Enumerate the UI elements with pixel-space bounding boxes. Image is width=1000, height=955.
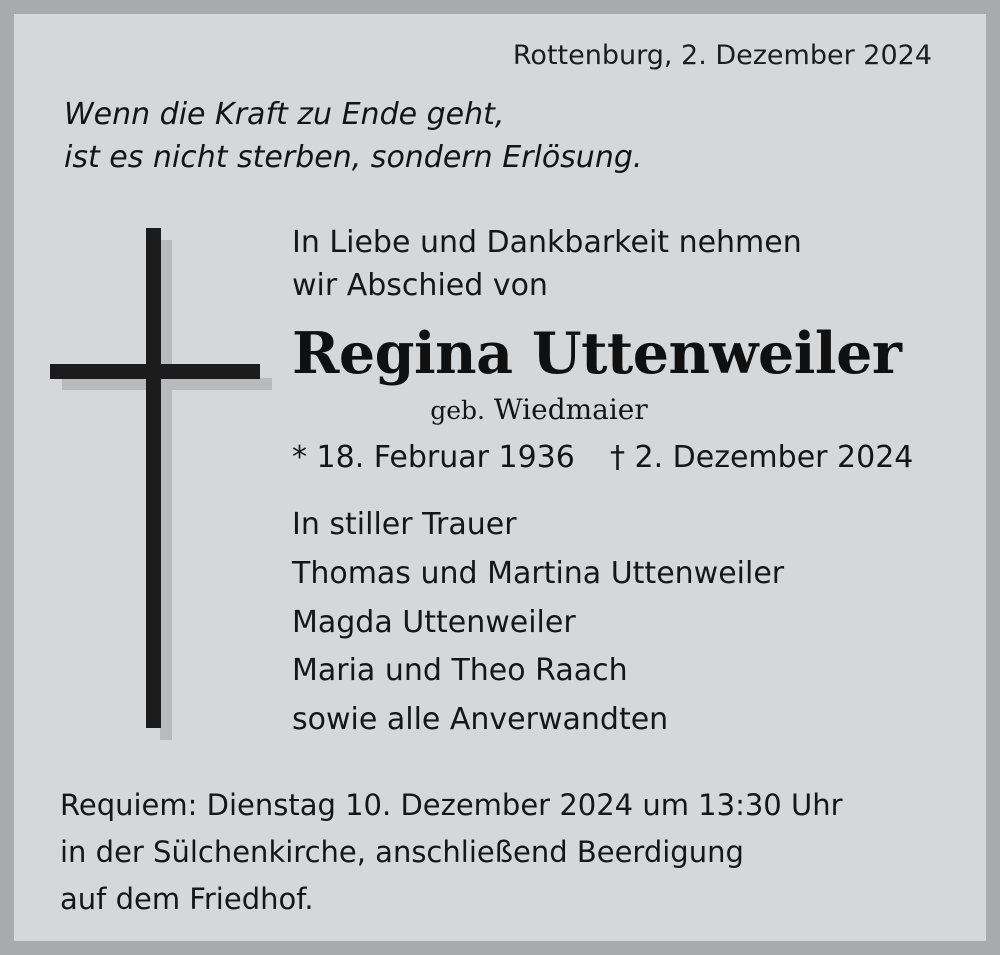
birth-date: 18. Februar 1936 bbox=[316, 439, 575, 475]
mourner-line: Thomas und Martina Uttenweiler bbox=[292, 555, 785, 591]
main-text-column bbox=[292, 222, 946, 745]
memorial-verse bbox=[60, 94, 940, 179]
intro-line-1: In Liebe und Dankbarkeit nehmen bbox=[292, 225, 802, 260]
deceased-name: Regina Uttenweiler bbox=[292, 320, 902, 388]
cross-shadow-horizontal bbox=[62, 378, 272, 390]
service-line-2: in der Sülchenkirche, anschließend Beerdigung bbox=[60, 834, 744, 869]
cross-vertical-bar bbox=[146, 228, 161, 728]
mourners-block bbox=[292, 501, 946, 745]
verse-line-1: Wenn die Kraft zu Ende geht, bbox=[64, 97, 505, 133]
life-dates bbox=[292, 440, 946, 475]
intro-line-2: wir Abschied von bbox=[292, 267, 548, 303]
cross-shadow-vertical bbox=[160, 240, 172, 740]
service-details bbox=[60, 782, 946, 923]
death-date: 2. Dezember 2024 bbox=[634, 439, 914, 475]
maiden-name: Wiedmaier bbox=[493, 392, 648, 426]
cross-horizontal-bar bbox=[50, 364, 260, 379]
place-and-date: Rottenburg, 2. Dezember 2024 bbox=[512, 40, 932, 71]
notice-content bbox=[14, 14, 986, 941]
mourner-line: Magda Uttenweiler bbox=[292, 604, 576, 640]
verse-line-2: ist es nicht sterben, sondern Erlösung. bbox=[64, 139, 643, 175]
maiden-prefix: geb. bbox=[430, 395, 485, 425]
maiden-name-line bbox=[292, 393, 946, 426]
mourners-heading: In stiller Trauer bbox=[292, 506, 517, 542]
mourner-line: sowie alle Anverwandten bbox=[292, 702, 669, 738]
mourner-line: Maria und Theo Raach bbox=[292, 653, 628, 689]
cross-icon bbox=[50, 228, 280, 758]
service-line-1: Requiem: Dienstag 10. Dezember 2024 um 13:30 Uhr bbox=[60, 788, 843, 822]
intro-text bbox=[292, 222, 946, 307]
service-line-3: auf dem Friedhof. bbox=[60, 881, 314, 916]
birth-symbol: * bbox=[292, 439, 307, 475]
death-symbol: † bbox=[609, 439, 625, 475]
